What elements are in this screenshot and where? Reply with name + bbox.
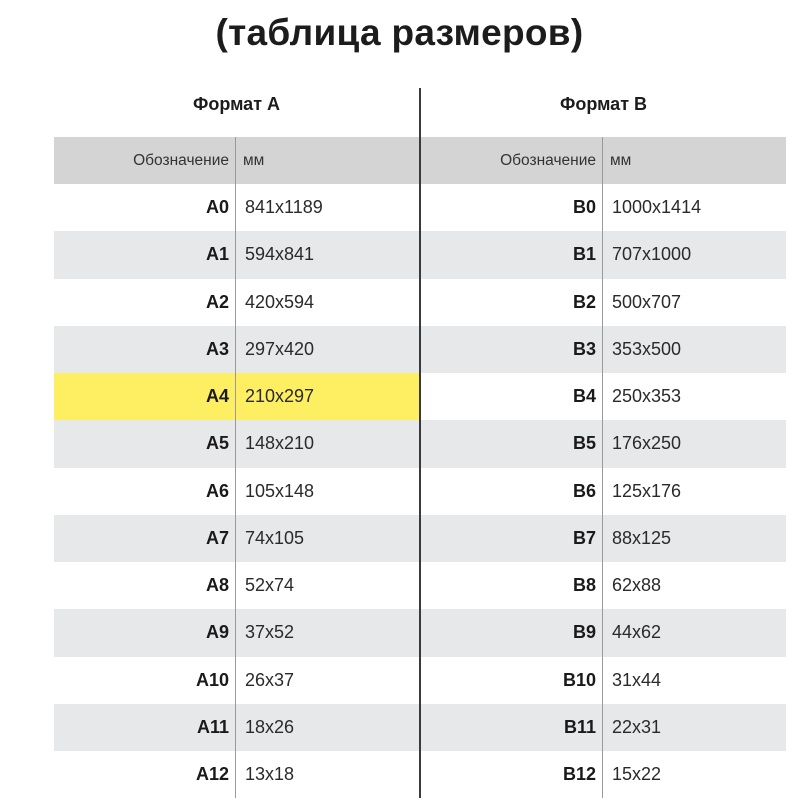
size-mm-cell: 74x105 <box>245 527 305 548</box>
format-code-cell: B9 <box>421 609 603 656</box>
table-row <box>54 420 419 467</box>
format-code-cell: B6 <box>421 468 603 515</box>
size-mm-cell: 420x594 <box>245 291 315 312</box>
table-row <box>54 657 419 704</box>
size-mm-cell: 210x297 <box>245 386 315 407</box>
size-mm-cell: 26x37 <box>245 669 295 690</box>
header-mm: мм <box>610 151 632 169</box>
table-row <box>421 515 786 562</box>
size-mm-cell: 250x353 <box>612 386 682 407</box>
size-mm-cell: 88x125 <box>612 527 672 548</box>
format-code-cell: A7 <box>54 515 236 562</box>
table-row <box>421 751 786 798</box>
size-mm-cell: 148x210 <box>245 433 315 454</box>
size-mm-cell: 22x31 <box>612 716 662 737</box>
page-title: (таблица размеров) <box>215 12 584 53</box>
size-mm-cell: 125x176 <box>612 480 682 501</box>
format-code-cell: A10 <box>54 657 236 704</box>
table-row <box>421 657 786 704</box>
table-row <box>421 609 786 656</box>
size-mm-cell: 105x148 <box>245 480 315 501</box>
table-row <box>54 751 419 798</box>
table-row <box>421 279 786 326</box>
table-row <box>421 373 786 420</box>
size-mm-cell: 15x22 <box>612 764 662 785</box>
table-row <box>421 231 786 278</box>
header-designation: Обозначение <box>54 137 236 184</box>
table-row <box>421 704 786 751</box>
format-code-cell: B3 <box>421 326 603 373</box>
size-mm-cell: 841x1189 <box>245 197 323 218</box>
format-a-header-row <box>54 137 419 184</box>
format-code-cell: A11 <box>54 704 236 751</box>
format-a-title: Формат A <box>192 94 281 114</box>
format-code-cell: B12 <box>421 751 603 798</box>
size-mm-cell: 31x44 <box>612 669 662 690</box>
table-row <box>54 326 419 373</box>
format-a-table-body <box>54 184 419 798</box>
format-code-cell: B5 <box>421 420 603 467</box>
format-code-cell: A1 <box>54 231 236 278</box>
format-b-header-row <box>421 137 786 184</box>
format-code-cell: A12 <box>54 751 236 798</box>
format-code-cell: B11 <box>421 704 603 751</box>
table-row <box>54 468 419 515</box>
table-row <box>54 609 419 656</box>
table-row <box>421 420 786 467</box>
size-mm-cell: 13x18 <box>245 764 295 785</box>
table-row <box>54 184 419 231</box>
table-row <box>421 562 786 609</box>
table-row <box>421 468 786 515</box>
size-mm-cell: 594x841 <box>245 244 315 265</box>
size-mm-cell: 353x500 <box>612 338 682 359</box>
format-b-title: Формат B <box>559 94 648 114</box>
table-row <box>54 562 419 609</box>
size-mm-cell: 18x26 <box>245 716 295 737</box>
format-code-cell: A8 <box>54 562 236 609</box>
size-mm-cell: 1000x1414 <box>612 197 702 218</box>
format-code-cell: A5 <box>54 420 236 467</box>
format-code-cell: B8 <box>421 562 603 609</box>
format-code-cell: A2 <box>54 279 236 326</box>
size-mm-cell: 52x74 <box>245 575 295 596</box>
table-row <box>54 231 419 278</box>
format-code-cell: A6 <box>54 468 236 515</box>
table-row <box>54 515 419 562</box>
table-row <box>54 279 419 326</box>
format-code-cell: A3 <box>54 326 236 373</box>
format-code-cell: B10 <box>421 657 603 704</box>
size-mm-cell: 176x250 <box>612 433 682 454</box>
format-code-cell: A0 <box>54 184 236 231</box>
table-row <box>421 184 786 231</box>
header-designation: Обозначение <box>421 137 603 184</box>
format-code-cell: A4 <box>54 373 236 420</box>
format-code-cell: B2 <box>421 279 603 326</box>
format-code-cell: B1 <box>421 231 603 278</box>
table-row <box>54 373 419 420</box>
format-code-cell: B4 <box>421 373 603 420</box>
table-row <box>421 326 786 373</box>
format-code-cell: A9 <box>54 609 236 656</box>
size-mm-cell: 37x52 <box>245 622 295 643</box>
size-mm-cell: 707x1000 <box>612 244 692 265</box>
format-code-cell: B0 <box>421 184 603 231</box>
format-b-table-body <box>421 184 786 798</box>
format-b-panel <box>421 88 786 798</box>
size-mm-cell: 44x62 <box>612 622 662 643</box>
size-mm-cell: 62x88 <box>612 575 662 596</box>
header-mm: мм <box>243 151 265 169</box>
size-mm-cell: 500x707 <box>612 291 682 312</box>
format-code-cell: B7 <box>421 515 603 562</box>
table-row <box>54 704 419 751</box>
format-a-panel <box>54 88 419 798</box>
size-mm-cell: 297x420 <box>245 338 315 359</box>
